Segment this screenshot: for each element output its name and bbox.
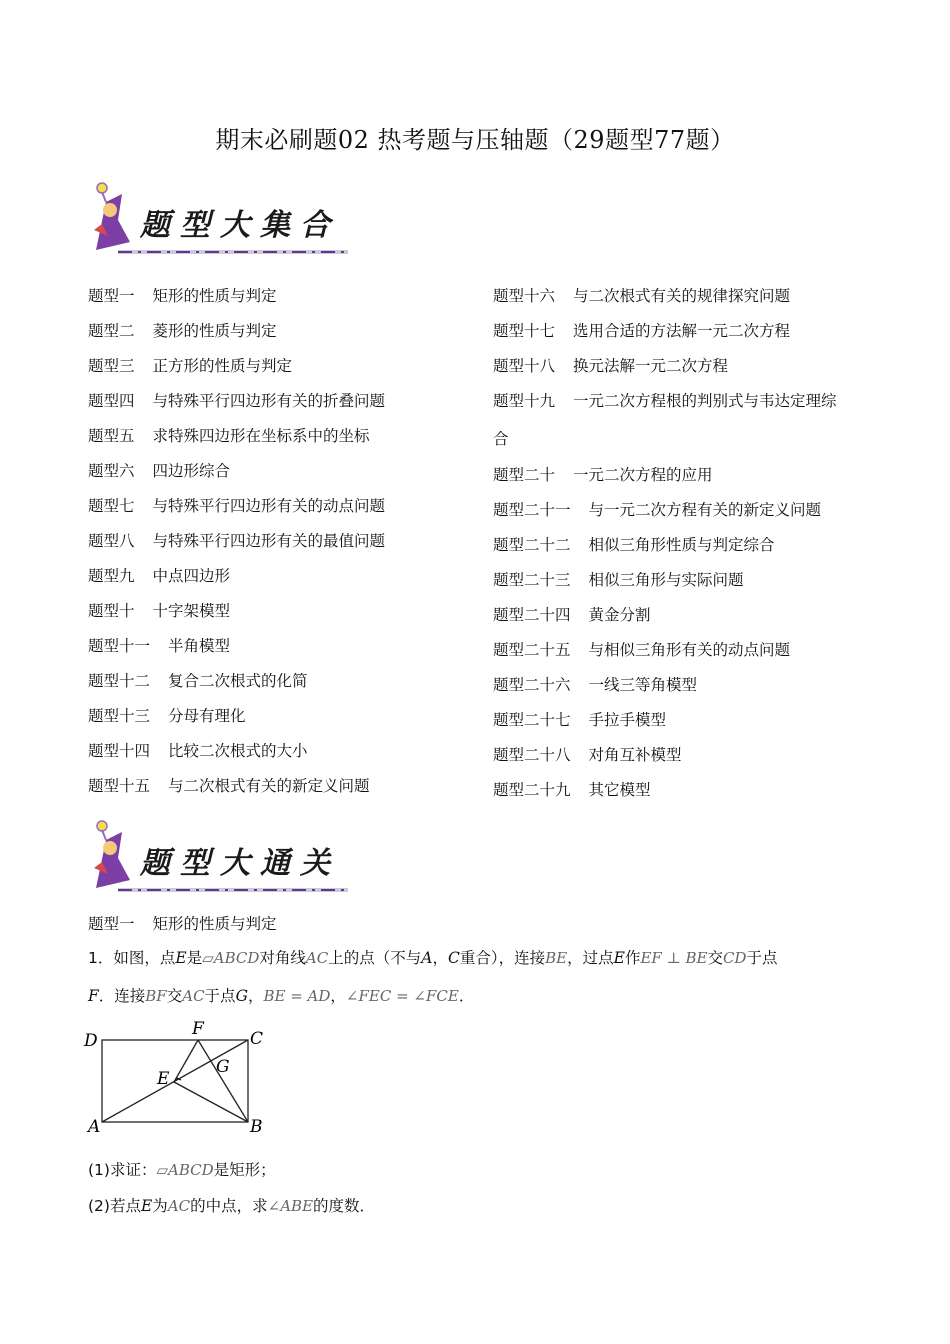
label-g: G <box>216 1057 230 1077</box>
label-f: F <box>192 1019 204 1039</box>
toc-left-column <box>88 284 468 809</box>
sub-question-2: (2)若点E为AC的中点，求∠ABE的度数． <box>88 1197 376 1215</box>
toc-item: 题型十四 比较二次根式的大小 <box>88 742 308 760</box>
label-a: A <box>88 1117 101 1136</box>
question-1-line-2: F．连接BF交AC于点G，BE = AD，∠FEC = ∠FCE． <box>88 987 475 1005</box>
toc-item: 题型二十四 黄金分割 <box>493 606 651 624</box>
label-b: B <box>250 1117 263 1136</box>
toc-item: 题型二十七 手拉手模型 <box>493 711 667 729</box>
toc-item: 题型十 十字架模型 <box>88 602 231 620</box>
banner-title: 题型大通关 <box>140 846 340 881</box>
toc-item: 题型七 与特殊平行四边形有关的动点问题 <box>88 497 386 515</box>
toc-item: 题型十八 换元法解一元二次方程 <box>493 357 729 375</box>
toc-item: 题型二十八 对角互补模型 <box>493 746 682 764</box>
toc-item: 题型二十五 与相似三角形有关的动点问题 <box>493 641 791 659</box>
toc-item: 题型四 与特殊平行四边形有关的折叠问题 <box>88 392 386 410</box>
segment-eb <box>174 1082 248 1122</box>
toc-item: 题型十二 复合二次根式的化简 <box>88 672 308 690</box>
banner-title: 题型大集合 <box>140 208 340 243</box>
toc-right-column <box>493 284 873 813</box>
toc-item: 题型二十六 一线三等角模型 <box>493 676 698 694</box>
question-1-line-1: 1．如图，点E是▱ABCD对角线AC上的点（不与A，C重合），连接BE，过点E作EF ⊥ BE交CD于点 <box>88 949 778 967</box>
toc-item: 题型二十九 其它模型 <box>493 781 651 799</box>
toc-item: 题型十三 分母有理化 <box>88 707 246 725</box>
toc-item: 题型二十 一元二次方程的应用 <box>493 466 713 484</box>
label-d: D <box>84 1031 98 1051</box>
toc-item: 题型五 求特殊四边形在坐标系中的坐标 <box>88 427 370 445</box>
toc-item: 题型十七 选用合适的方法解一元二次方程 <box>493 322 791 340</box>
toc-item: 题型十六 与二次根式有关的规律探究问题 <box>493 287 791 305</box>
toc-item: 题型二十一 与一元二次方程有关的新定义问题 <box>493 501 822 519</box>
label-e: E <box>157 1069 170 1089</box>
toc-item: 题型一 矩形的性质与判定 <box>88 287 277 305</box>
sub-question-1: (1)求证：▱ABCD是矩形； <box>88 1161 276 1179</box>
toc-item: 题型二十三 相似三角形与实际问题 <box>493 571 744 589</box>
toc-item: 题型六 四边形综合 <box>88 462 231 480</box>
section-banner-practice <box>88 818 358 902</box>
toc-item: 题型二 菱形的性质与判定 <box>88 322 277 340</box>
toc-item: 题型九 中点四边形 <box>88 567 231 585</box>
geometry-figure <box>82 1016 282 1136</box>
toc-item: 题型三 正方形的性质与判定 <box>88 357 293 375</box>
toc-item: 题型八 与特殊平行四边形有关的最值问题 <box>88 532 386 550</box>
section-banner-collection <box>88 180 358 264</box>
segment-fb <box>198 1040 248 1122</box>
segment-ef <box>174 1040 198 1082</box>
page-title: 期末必刷题02 热考题与压轴题（29题型77题） <box>215 126 735 154</box>
toc-item: 题型十一 半角模型 <box>88 637 231 655</box>
label-c: C <box>250 1029 264 1049</box>
toc-item: 题型二十二 相似三角形性质与判定综合 <box>493 536 775 554</box>
section-heading: 题型一 矩形的性质与判定 <box>88 915 277 933</box>
toc-item: 题型十五 与二次根式有关的新定义问题 <box>88 777 370 795</box>
toc-item: 题型十九 一元二次方程根的判别式与韦达定理综 合 <box>493 392 837 448</box>
